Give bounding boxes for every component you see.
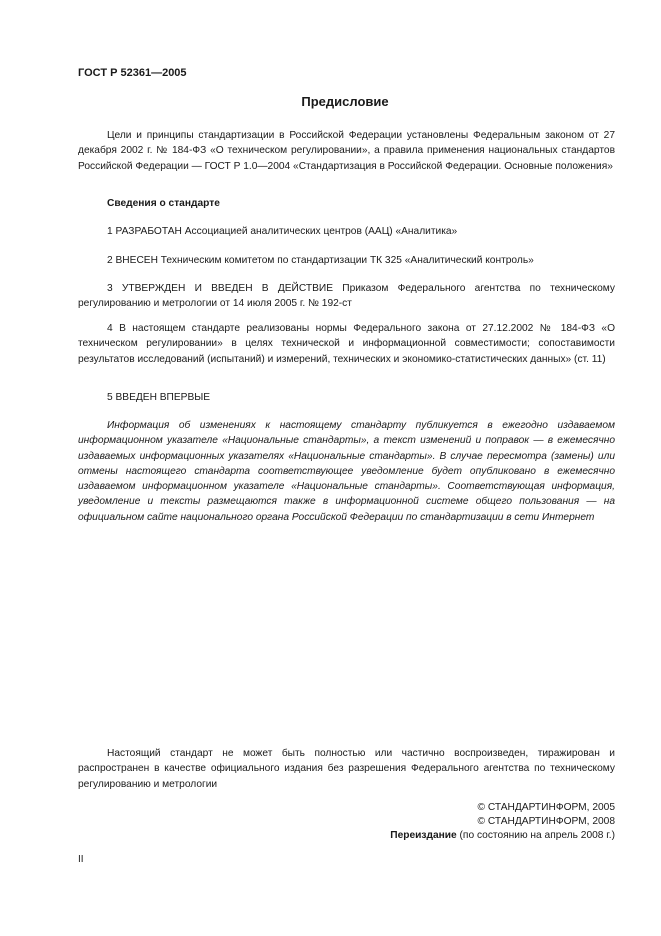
page-number: II bbox=[78, 854, 84, 865]
standard-code: ГОСТ Р 52361—2005 bbox=[78, 67, 187, 79]
reissue-label: Переиздание bbox=[390, 830, 457, 841]
reproduction-notice: Настоящий стандарт не может быть полностью или частично воспроизведен, тиражирован и распространен в качестве официального издания без разрешения Федерального агентства по техническому регулированию и метрологии bbox=[78, 748, 615, 790]
item-introduced: 5 ВВЕДЕН ВПЕРВЫЕ bbox=[107, 392, 211, 403]
item-submitted: 2 ВНЕСЕН Техническим комитетом по стандартизации ТК 325 «Аналитический контроль» bbox=[107, 255, 534, 266]
info-paragraph: Информация об изменениях к настоящему стандарту публикуется в ежегодно издаваемом информационном указателе «Национальные стандарты», а текст изменений и поправок — в ежемесячно издаваемых информационных указателях «Национальные стандарты». В случае пересмотра (замены) или отмены настоящего стандарта соответствующее уведомление будет опубликовано в ежемесячно издаваемом информационном указателе «Национальные стандарты». Соответствующая информация, уведомление и тексты размещаются также в информационной системе общего пользования — на официальном сайте национального органа Российской Федерации по стандартизации в сети Интернет bbox=[78, 420, 615, 523]
about-standard-heading: Сведения о стандарте bbox=[107, 198, 220, 209]
copyright-2005: © СТАНДАРТИНФОРМ, 2005 bbox=[477, 802, 615, 813]
intro-paragraph: Цели и принципы стандартизации в Российской Федерации установлены Федеральным законом от 27 декабря 2002 г. № 184-ФЗ «О техническом регулировании», а правила применения национальных стандартов Российской Федерации — ГОСТ Р 1.0—2004 «Стандартизация в Российской Федерации. Основные положения» bbox=[78, 130, 615, 172]
item-developed: 1 РАЗРАБОТАН Ассоциацией аналитических центров (ААЦ) «Аналитика» bbox=[107, 226, 458, 237]
copyright-2008: © СТАНДАРТИНФОРМ, 2008 bbox=[477, 816, 615, 827]
reissue-line bbox=[390, 829, 615, 844]
page-title: Предисловие bbox=[301, 94, 389, 109]
item-norms: 4 В настоящем стандарте реализованы нормы Федерального закона от 27.12.2002 № 184-ФЗ «О техническом регулировании» в целях технической и информационной совместимости; сопоставимости результатов исследований (испытаний) и измерений, технических и экономико-статистических данных» (ст. 11) bbox=[78, 323, 615, 365]
reissue-note: (по состоянию на апрель 2008 г.) bbox=[456, 830, 615, 841]
item-approved: 3 УТВЕРЖДЕН И ВВЕДЕН В ДЕЙСТВИЕ Приказом Федерального агентства по техническому регулированию и метрологии от 14 июля 2005 г. № 192-ст bbox=[78, 283, 615, 310]
